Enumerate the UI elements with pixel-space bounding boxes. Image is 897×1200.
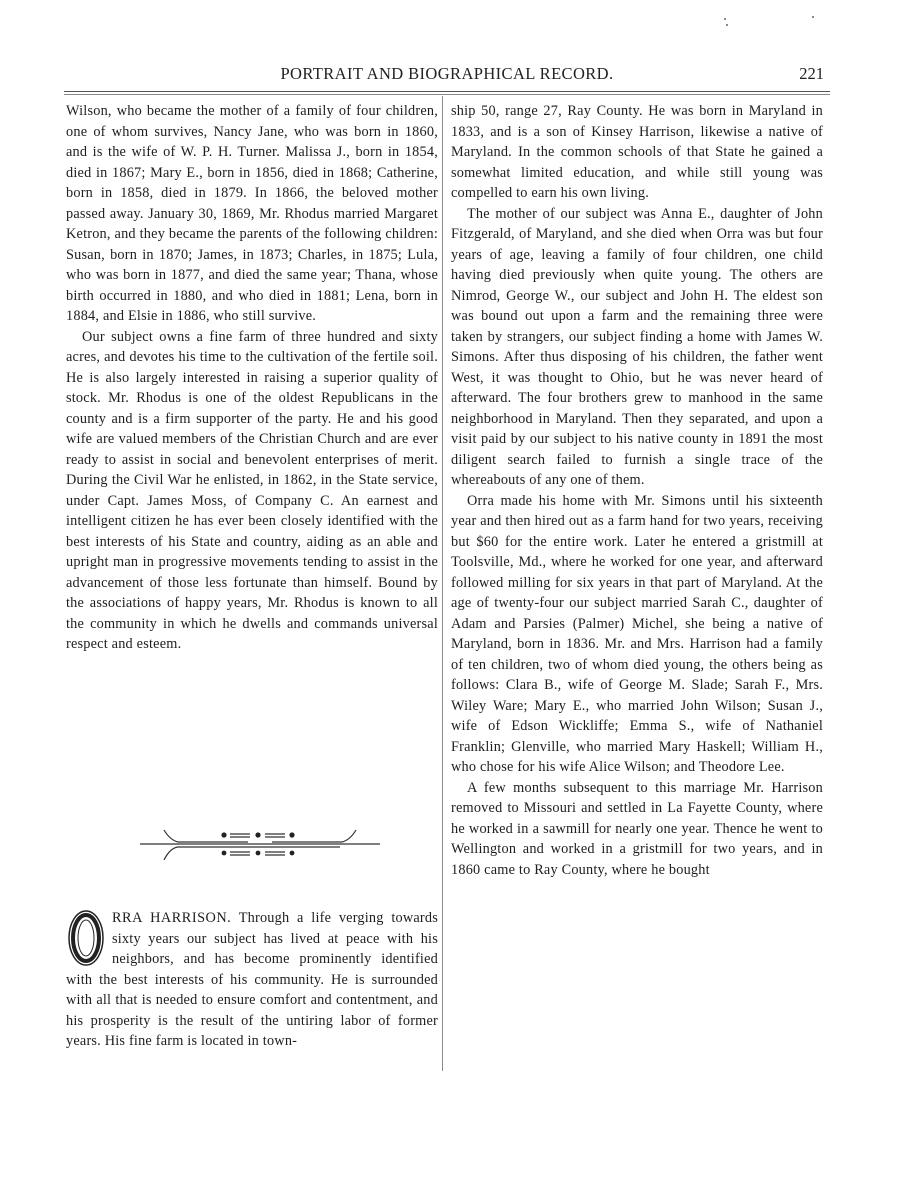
scan-speck xyxy=(724,18,726,20)
paragraph: A few months subsequent to this marriage Mr. Harrison removed to Missouri and settled in La Fayette County, where he worked in a sawmill for nearly one year. Thence he went to Wellington and worked in a gristmill for two years, and in 1860 came to Ray County, where he bought xyxy=(451,779,823,878)
ornament-swash-bottom xyxy=(164,847,340,860)
right-column xyxy=(451,101,823,880)
harrison-biography-start xyxy=(66,908,438,1052)
running-header xyxy=(64,62,830,86)
section-divider-ornament xyxy=(140,818,380,866)
intro-text: Through a life verging towards sixty years our subject has lived at peace with his neighbors, and has become prominently identified with the best interests of his community. He is surrounded with all that is needed to ensure comfort and contentment, and his prosperity is the result of the untiring labor of former years. His fine farm is located in town- xyxy=(66,910,438,1049)
page-number: 221 xyxy=(799,64,824,83)
subject-name: RRA HARRISON. xyxy=(112,910,232,926)
paragraph: The mother of our subject was Anna E., daughter of John Fitzgerald, of Maryland, and she died when Orra was but four years of age, leaving a family of four children, one child having died previously when quite young. The others are Nimrod, George W., our subject and John H. The eldest son was bound out upon a farm and the remaining three were taken by strangers, our subject finding a home with James W. Simons. After thus disposing of his children, the father went West, it was thought to Ohio, but he was never heard of afterward. The four brothers grew to manhood in the same neighborhood in Maryland. Then they separated, and upon a visit paid by our subject to his native county in 1891 the most diligent search failed to furnish a single trace of the whereabouts of any one of them. xyxy=(451,205,823,488)
left-column xyxy=(66,101,438,655)
header-rule-secondary xyxy=(64,94,830,95)
scan-speck xyxy=(812,16,814,18)
drop-cap-o-icon xyxy=(66,908,108,968)
scan-speck xyxy=(726,24,728,26)
ornament-swash-top-right xyxy=(272,830,356,842)
ornament-swash-top-left xyxy=(164,830,248,842)
paragraph: Our subject owns a fine farm of three hundred and sixty acres, and devotes his time to the cultivation of the fertile soil. He is also largely interested in raising a superior quality of stock. Mr. Rhodus is one of the oldest Republicans in the county and is a firm supporter of the party. He and his good wife are valued members of the Christian Church and are ever ready to assist in social and benevolent enterprises of merit. During the Civil War he enlisted, in 1862, in the State service, under Capt. James Moss, of Company C. An earnest and intelligent citizen he has ever been closely identified with the best interests of his State and country, aiding as an able and upright man in progressive movements tending to assist in the advancement of those less fortunate than himself. Bound by the associations of happy years, Mr. Rhodus is known to all the community in which he dwells and commands universal respect and esteem. xyxy=(66,328,438,652)
paragraph: Orra made his home with Mr. Simons until his sixteenth year and then hired out as a farm hand for two years, receiving but $60 for the entire work. Later he entered a gristmill at Toolsville, Md., where he worked for one year, and afterward followed milling for six years in that part of Maryland. At the age of twenty-four our subject married Sarah C., daughter of Adam and Parsies (Palmer) Michel, she being a native of Maryland, born in 1836. Mr. and Mrs. Harrison had a family of ten children, two of whom died young, the others being as follows: Clara B., wife of George M. Slade; Sarah F., Mrs. Wiley Ware; Mary E., who married John Wilson; Susan J., wife of Edson Wickliffe; Emma S., wife of Nathaniel Franklin; Glenville, who married Mary Haskell; William H., who chose for his wife Alice Wilson; and Theodore Lee. xyxy=(451,492,823,775)
paragraph: ship 50, range 27, Ray County. He was born in Maryland in 1833, and is a son of Kinsey Harrison, likewise a native of Maryland. In the common schools of that State he gained a somewhat limited education, and while still young was compelled to earn his own living. xyxy=(451,103,823,201)
header-rule xyxy=(64,91,830,92)
harrison-intro-paragraph xyxy=(66,908,438,1052)
header-title: PORTRAIT AND BIOGRAPHICAL RECORD. xyxy=(280,64,614,83)
paragraph: Wilson, who became the mother of a family of four children, one of whom survives, Nancy Jane, who was born in 1860, and is the wife of W. P. H. Turner. Malissa J., born in 1854, died in 1867; Mary E., born in 1856, died in 1868; Catherine, born in 1858, died in 1879. In 1866, the beloved mother passed away. January 30, 1869, Mr. Rhodus married Margaret Ketron, and they became the parents of the following children: Susan, born in 1870; James, in 1873; Charles, in 1875; Lula, who was born in 1877, and died the same year; Thana, whose birth occurred in 1880, and who died in 1881; Lena, born in 1884, and Elsie in 1886, who still survive. xyxy=(66,103,438,324)
column-divider xyxy=(442,96,443,1071)
